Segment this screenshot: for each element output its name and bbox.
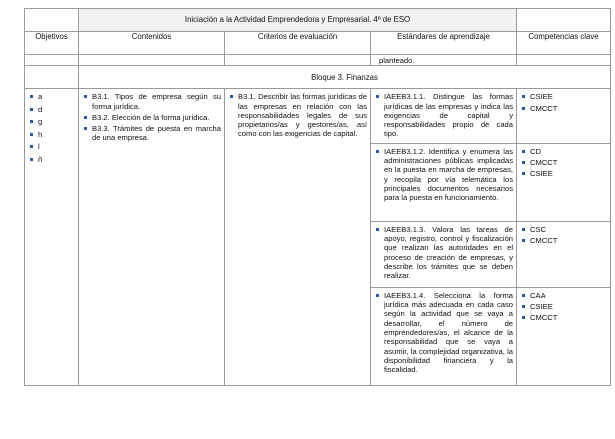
list-item: CMCCT — [521, 313, 607, 322]
list-item: a — [29, 92, 75, 101]
continuation-empty-cell — [517, 55, 611, 66]
competencias-cell — [517, 143, 611, 221]
header-row — [25, 32, 611, 55]
competencias-list — [521, 147, 607, 179]
continuation-empty-cell — [225, 55, 371, 66]
block-row — [25, 66, 611, 89]
list-item: CMCCT — [521, 236, 607, 245]
table-title: Iniciación a la Actividad Emprendedora y Empresarial. 4º de ESO — [79, 9, 517, 32]
list-item: CD — [521, 147, 607, 156]
list-item: ñ — [29, 155, 75, 164]
continuation-text: planteado. — [379, 56, 415, 65]
header-objetivos: Objetivos — [25, 32, 79, 55]
list-item: CAA — [521, 291, 607, 300]
block-left-empty-cell — [25, 66, 79, 89]
objetivos-list — [29, 92, 75, 164]
curriculum-table — [24, 8, 611, 386]
competencias-list — [521, 92, 607, 113]
continuation-empty-cell — [25, 55, 79, 66]
list-item: l — [29, 142, 75, 151]
standard-list — [375, 92, 513, 138]
title-left-empty-cell — [25, 9, 79, 32]
list-item: B3.2. Elección de la forma jurídica. — [83, 113, 221, 122]
standard-text: IAEEB3.1.3. Valora las tareas de apoyo, registro, control y fiscalización que realizan las autoridades en el proceso de creación de empresas, y describe los trámites que se deben realizar. — [375, 225, 513, 281]
header-contenidos: Contenidos — [79, 32, 225, 55]
standard-text: IAEEB3.1.4. Selecciona la forma jurídica más adecuada en cada caso según la actividad que se vaya a desarrollar, el número de emprendedores/as, el alcance de la responsabilidad que se vaya a asumir, la complejidad organizativa, la disponibilidad financiera y la fiscalidad. — [375, 291, 513, 375]
list-item: CMCCT — [521, 104, 607, 113]
criterios-cell — [225, 89, 371, 385]
list-item: CSIEE — [521, 92, 607, 101]
title-right-empty-cell — [517, 9, 611, 32]
continuation-cell — [371, 55, 517, 66]
standard-cell — [371, 287, 517, 385]
standard-list — [375, 291, 513, 375]
header-competencias: Competencias clave — [517, 32, 611, 55]
list-item: B3.1. Describir las formas jurídicas de las empresas en relación con las responsabilidades legales de sus propietarios/as y gestores/as, así como con las exigencias de capital. — [229, 92, 367, 138]
list-item: h — [29, 130, 75, 139]
contenidos-list — [83, 92, 221, 142]
continuation-empty-cell — [79, 55, 225, 66]
list-item: CMCCT — [521, 158, 607, 167]
criterios-list — [229, 92, 367, 138]
contenidos-cell — [79, 89, 225, 385]
list-item: B3.1. Tipos de empresa según su forma jurídica. — [83, 92, 221, 111]
standard-list — [375, 225, 513, 281]
header-criterios: Criterios de evaluación — [225, 32, 371, 55]
block-title: Bloque 3. Finanzas — [79, 66, 611, 89]
competencias-list — [521, 225, 607, 246]
standard-text: IAEEB3.1.2. Identifica y enumera las administraciones públicas implicadas en la puesta en marcha de empresas, y recopila por vía telemática los principales documentos necesarios para la puesta en funcionamiento. — [375, 147, 513, 203]
standard-cell — [371, 221, 517, 287]
table-row — [25, 89, 611, 143]
competencias-cell — [517, 89, 611, 143]
continuation-row — [25, 55, 611, 66]
standard-text: IAEEB3.1.1. Distingue las formas jurídicas de las empresas y indica las exigencias de capital y responsabilidades propio de cada tipo. — [375, 92, 513, 138]
header-estandares: Estándares de aprendizaje — [371, 32, 517, 55]
list-item: CSIEE — [521, 169, 607, 178]
competencias-cell — [517, 221, 611, 287]
title-row — [25, 9, 611, 32]
objetivos-cell — [25, 89, 79, 385]
list-item: CSC — [521, 225, 607, 234]
standard-cell — [371, 143, 517, 221]
list-item: CSIEE — [521, 302, 607, 311]
list-item: d — [29, 105, 75, 114]
competencias-list — [521, 291, 607, 323]
list-item: B3.3. Trámites de puesta en marcha de una empresa. — [83, 124, 221, 143]
curriculum-table-frame — [24, 8, 610, 406]
list-item: g — [29, 117, 75, 126]
competencias-cell — [517, 287, 611, 385]
standard-list — [375, 147, 513, 203]
standard-cell — [371, 89, 517, 143]
